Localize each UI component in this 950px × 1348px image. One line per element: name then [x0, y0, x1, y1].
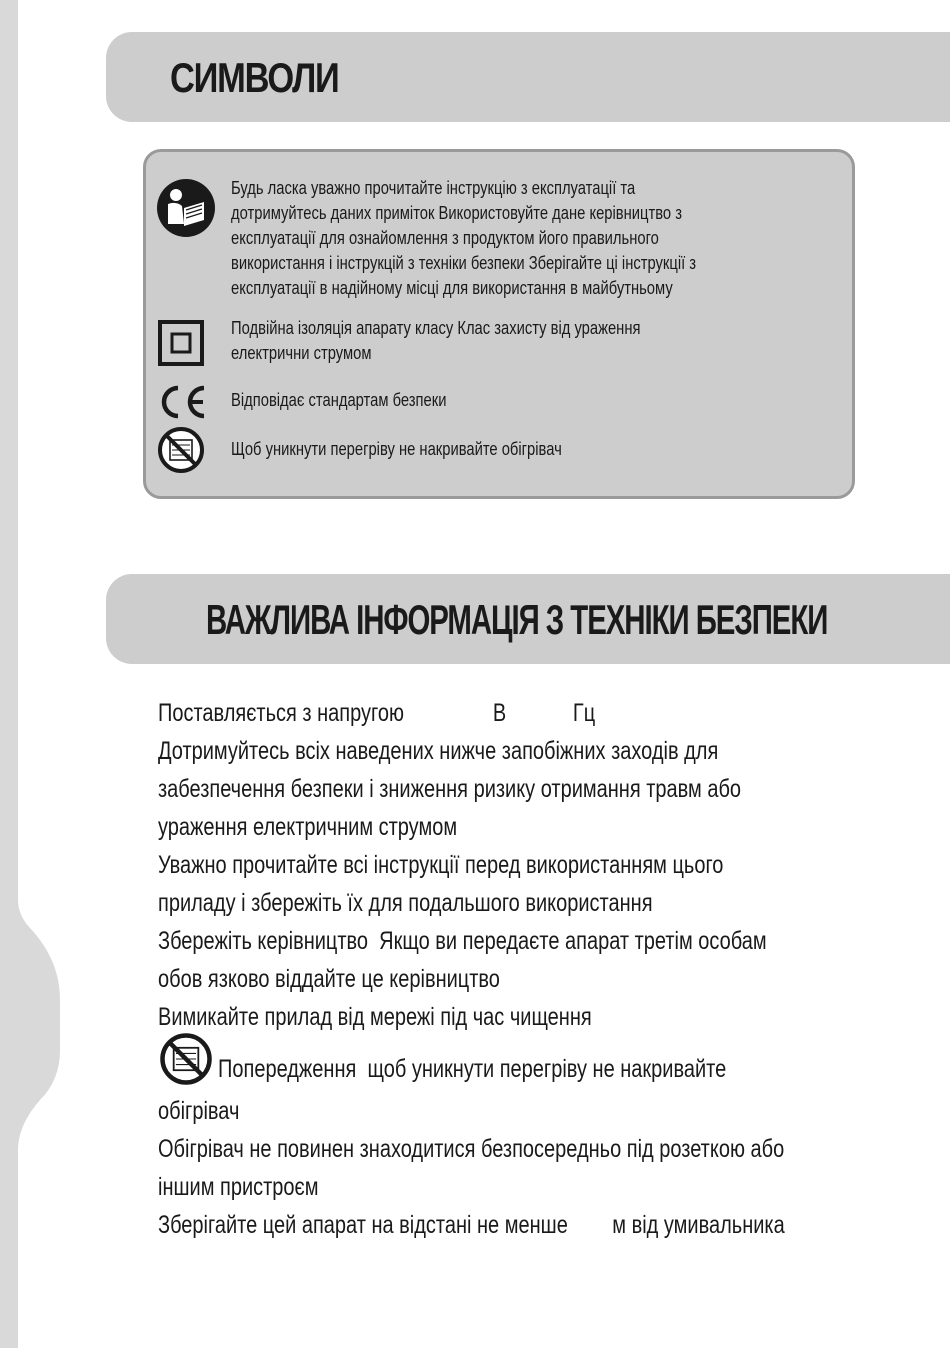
- safety-line: обов язково віддайте це керівництво: [158, 965, 500, 993]
- symbols-banner: [106, 32, 950, 122]
- safety-line: ураження електричним струмом: [158, 813, 458, 841]
- double-insulation-text: Подвійна ізоляція апарату класу Клас захисту від ураження електрични струмом: [231, 318, 641, 363]
- ce-mark-icon: [156, 384, 208, 420]
- read-manual-icon: [156, 178, 216, 238]
- safety-line: забезпечення безпеки і зниження ризику отримання травм або: [158, 775, 742, 803]
- safety-line: Обігрівач не повинен знаходитися безпосередньо під розеткою або: [158, 1135, 785, 1163]
- symbols-title: СИМВОЛИ: [170, 54, 339, 101]
- do-not-cover-icon: [158, 1031, 214, 1087]
- safety-banner: [106, 574, 950, 664]
- safety-title: ВАЖЛИВА ІНФОРМАЦІЯ З ТЕХНІКИ БЕЗПЕКИ: [206, 596, 828, 643]
- warning-line: [158, 1036, 950, 1092]
- ce-mark-text: Відповідає стандартам безпеки: [231, 390, 447, 410]
- symbols-box: [143, 149, 855, 499]
- read-manual-text: Будь ласка уважно прочитайте інструкцію з експлуатації та дотримуйтесь даних приміток Використовуйте дане керівництво з експлуатації для ознайомлення з продуктом його правильного використання і інструкцій з техніки безпеки Зберігайте ці інструкції з експлуатації в надійному місці для використання в майбутньому: [231, 178, 697, 298]
- safety-line: Зберігайте цей апарат на відстані не менше м від умивальника: [158, 1211, 785, 1239]
- safety-text: [158, 694, 950, 1244]
- safety-line: іншим пристроєм: [158, 1173, 319, 1201]
- safety-line: Уважно прочитайте всі інструкції перед використанням цього: [158, 851, 724, 879]
- safety-line: Збережіть керівництво Якщо ви передаєте апарат третім особам: [158, 927, 767, 955]
- side-tab: [0, 0, 18, 1348]
- warning-text: Попередження щоб уникнути перегріву не накривайте: [218, 1055, 727, 1083]
- double-insulation-icon: [156, 318, 206, 368]
- safety-line: Поставляється з напругою В Гц: [158, 699, 596, 727]
- safety-line: Дотримуйтесь всіх наведених нижче запобіжних заходів для: [158, 737, 719, 765]
- safety-line: приладу і збережіть їх для подальшого використання: [158, 889, 653, 917]
- safety-line: обігрівач: [158, 1097, 240, 1125]
- do-not-cover-text: Щоб уникнути перегріву не накривайте обігрівач: [231, 439, 562, 459]
- safety-line: Вимикайте прилад від мережі під час чищення: [158, 1003, 592, 1031]
- do-not-cover-icon: [156, 425, 206, 475]
